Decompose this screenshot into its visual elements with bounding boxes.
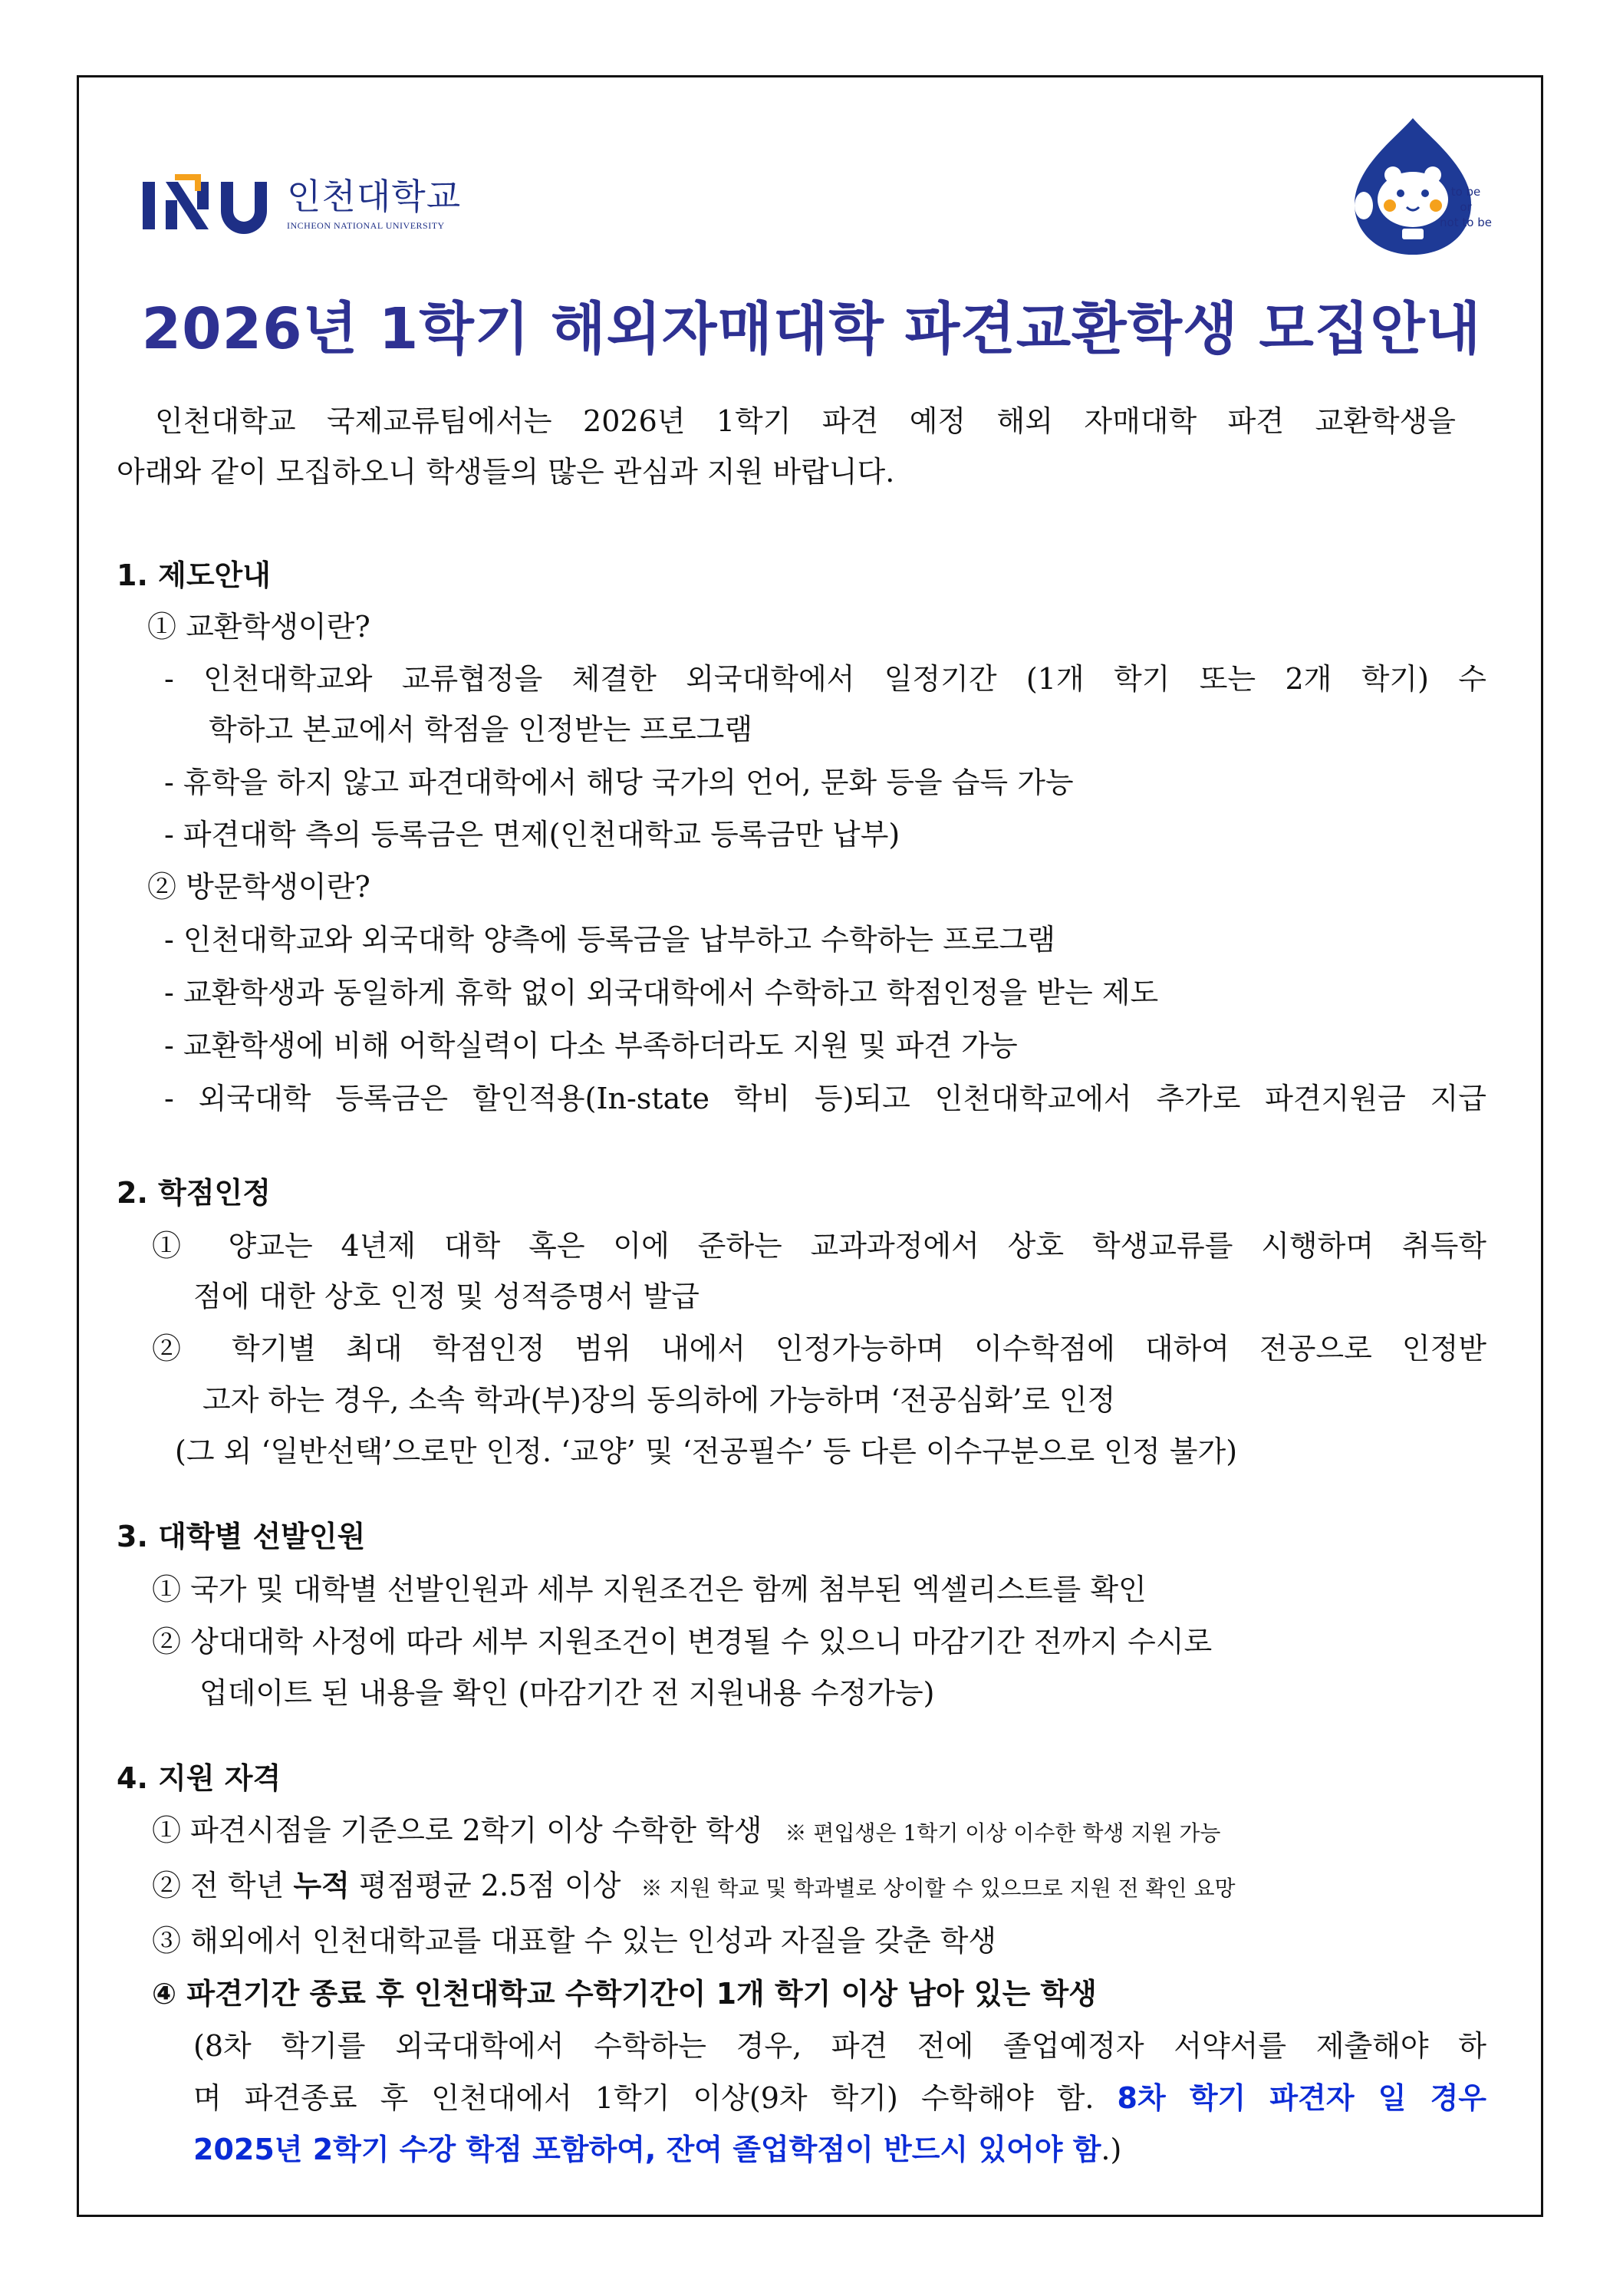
item-bold-text: 누적 — [293, 1869, 350, 1902]
list-item: ④ 파견기간 종료 후 인천대학교 수학기간이 1개 학기 이상 남아 있는 학생 — [152, 1977, 1097, 2011]
item-note: ※ 지원 학교 및 학과별로 상이할 수 있으므로 지원 전 확인 요망 — [640, 1876, 1236, 1901]
tagline-line: not to be — [1440, 216, 1492, 229]
logo-korean-name: 인천대학교 — [287, 175, 462, 217]
list-item — [193, 2133, 1121, 2168]
section-heading: 2. 학점인정 — [117, 1176, 271, 1210]
highlight-text: 2025년 2학기 수강 학점 포함하여, 잔여 졸업학점이 반드시 있어야 함 — [193, 2133, 1101, 2166]
inu-logo — [138, 170, 461, 239]
intro-line: 인천대학교 국제교류팀에서는 2026년 1학기 파견 예정 해외 자매대학 파견 교환학생을 — [155, 404, 1456, 438]
list-item — [152, 1869, 1236, 1904]
list-item: - 인천대학교와 교류협정을 체결한 외국대학에서 일정기간 (1개 학기 또는 2개 학기) 수 — [164, 662, 1486, 696]
subheading: ② 방문학생이란? — [147, 870, 370, 904]
mascot-tagline — [1439, 184, 1493, 230]
list-item: ① 국가 및 대학별 선발인원과 세부 지원조건은 함께 첨부된 엑셀리스트를 확인 — [152, 1573, 1147, 1606]
item-text: ① 파견시점을 기준으로 2학기 이상 수학한 학생 — [152, 1813, 762, 1847]
list-item: ② 학기별 최대 학점인정 범위 내에서 인정가능하며 이수학점에 대하여 전공으로 인정받 — [152, 1332, 1486, 1365]
list-item: - 외국대학 등록금은 할인적용(In-state 학비 등)되고 인천대학교에서 추가로 파견지원금 지급 — [164, 1082, 1486, 1115]
intro-line: 아래와 같이 모집하오니 학생들의 많은 관심과 지원 바랍니다. — [117, 455, 895, 489]
item-text: 평점평균 2.5점 이상 — [349, 1869, 621, 1902]
tagline-line: or — [1460, 200, 1472, 214]
list-item: 고자 하는 경우, 소속 학과(부)장의 동의하에 가능하며 ‘전공심화’로 인정 — [202, 1383, 1116, 1417]
list-item: - 인천대학교와 외국대학 양측에 등록금을 납부하고 수학하는 프로그램 — [164, 923, 1055, 957]
list-item: - 파견대학 측의 등록금은 면제(인천대학교 등록금만 납부) — [164, 818, 900, 852]
item-note: ※ 편입생은 1학기 이상 이수한 학생 지원 가능 — [785, 1820, 1221, 1846]
section-heading: 4. 지원 자격 — [117, 1761, 281, 1795]
tagline-line: to be — [1450, 185, 1481, 199]
list-item — [152, 1813, 1220, 1849]
list-item — [193, 2081, 1486, 2116]
list-item: - 교환학생에 비해 어학실력이 다소 부족하더라도 지원 및 파견 가능 — [164, 1029, 1018, 1062]
page-title: 2026년 1학기 해외자매대학 파견교환학생 모집안내 — [141, 296, 1482, 362]
logo-english-name: INCHEON NATIONAL UNIVERSITY — [287, 219, 445, 231]
section-heading: 3. 대학별 선발인원 — [117, 1520, 366, 1553]
list-item: - 교환학생과 동일하게 휴학 없이 외국대학에서 수학하고 학점인정을 받는 제도 — [164, 976, 1159, 1010]
inu-logo-icon — [138, 174, 276, 236]
list-item: 학하고 본교에서 학점을 인정받는 프로그램 — [209, 713, 753, 746]
subheading: ① 교환학생이란? — [147, 610, 370, 644]
section-heading: 1. 제도안내 — [117, 558, 271, 592]
list-item: ③ 해외에서 인천대학교를 대표할 수 있는 인성과 자질을 갖춘 학생 — [152, 1924, 997, 1958]
list-item: - 휴학을 하지 않고 파견대학에서 해당 국가의 언어, 문화 등을 습득 가능 — [164, 766, 1074, 799]
item-text: .) — [1101, 2133, 1122, 2166]
item-text: ② 전 학년 — [152, 1869, 294, 1902]
list-item: ① 양교는 4년제 대학 혹은 이에 준하는 교과과정에서 상호 학생교류를 시행하며 취득학 — [152, 1229, 1486, 1263]
item-text: 며 파견종료 후 인천대에서 1학기 이상(9차 학기) 수학해야 함. — [193, 2081, 1118, 2115]
list-item: 점에 대한 상호 인정 및 성적증명서 발급 — [193, 1280, 700, 1313]
list-item: 업데이트 된 내용을 확인 (마감기간 전 지원내용 수정가능) — [199, 1676, 935, 1710]
list-item: ② 상대대학 사정에 따라 세부 지원조건이 변경될 수 있으니 마감기간 전까지 수시로 — [152, 1625, 1213, 1659]
list-item: (8차 학기를 외국대학에서 수학하는 경우, 파견 전에 졸업예정자 서약서를 제출해야 하 — [193, 2029, 1486, 2063]
list-item: (그 외 ‘일반선택’으로만 인정. ‘교양’ 및 ‘전공필수’ 등 다른 이수구분으로 인정 불가) — [175, 1435, 1238, 1468]
highlight-text: 8차 학기 파견자 일 경우 — [1117, 2081, 1486, 2115]
